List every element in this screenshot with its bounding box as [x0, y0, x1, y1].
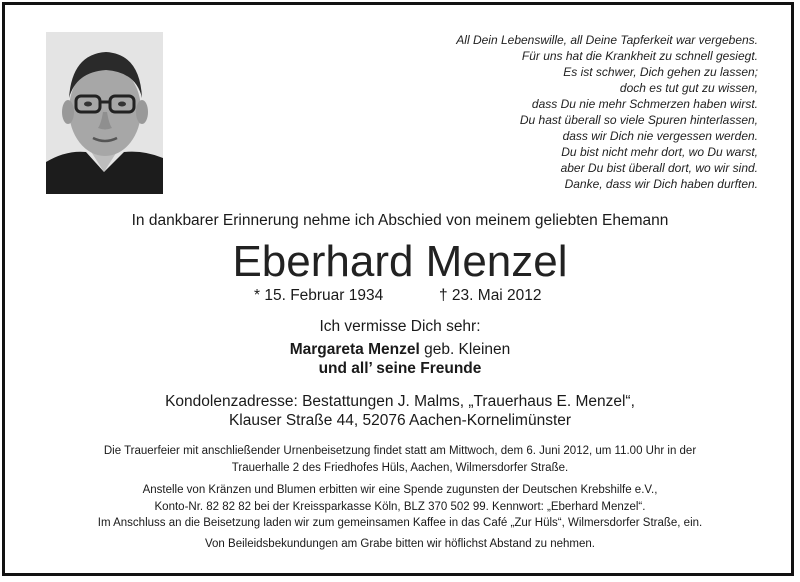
poem-line: dass Du nie mehr Schmerzen haben wirst. [531, 97, 758, 111]
poem-line: All Dein Lebenswille, all Deine Tapferkeit war vergebens. [456, 33, 758, 47]
deceased-name: Eberhard Menzel [232, 237, 568, 286]
friends-line: und all’ seine Freunde [318, 360, 482, 377]
poem-line: dass wir Dich nie vergessen werden. [562, 129, 758, 143]
widow-suffix: geb. Kleinen [419, 341, 511, 358]
donation-line-2: Konto-Nr. 82 82 82 bei der Kreissparkasse Köln, BLZ 370 502 99. Kennwort: „Eberhard Menzel“. [154, 501, 646, 513]
address-line-1: Kondolenzadresse: Bestattungen J. Malms, „Trauerhaus E. Menzel“, [165, 393, 635, 410]
poem-line: doch es tut gut zu wissen, [619, 81, 758, 95]
widow-line [0, 341, 800, 359]
funeral-info [0, 443, 800, 477]
widow-name: Margareta Menzel [289, 341, 420, 358]
poem-line: Es ist schwer, Dich gehen zu lassen; [563, 65, 758, 79]
condolence-address [0, 392, 800, 430]
poem-line: aber Du bist überall dort, wo wir sind. [560, 161, 758, 175]
miss-line: Ich vermisse Dich sehr: [319, 318, 481, 335]
birth-date: * 15. Februar 1934 [254, 287, 384, 304]
poem [380, 32, 758, 192]
coffee-invitation: Im Anschluss an die Beisetzung laden wir zum gemeinsamen Kaffee in das Café „Zur Hüls“, Wilmersdorfer Straße, ein. [97, 517, 703, 529]
condolence-request: Von Beileidsbekundungen am Grabe bitten wir höflichst Abstand zu nehmen. [205, 538, 595, 550]
portrait-illustration [46, 32, 163, 194]
portrait-photo [46, 32, 163, 194]
intro-text: In dankbarer Erinnerung nehme ich Abschied von meinem geliebten Ehemann [131, 212, 669, 229]
funeral-line-1: Die Trauerfeier mit anschließender Urnenbeisetzung findet statt am Mittwoch, dem 6. Juni 2012, um 11.00 Uhr in der [103, 445, 697, 457]
poem-line: Danke, dass wir Dich haben durften. [564, 177, 758, 191]
poem-line: Für uns hat die Krankheit zu schnell gesiegt. [521, 49, 758, 63]
funeral-line-2: Trauerhalle 2 des Friedhofes Hüls, Aachen, Wilmersdorfer Straße. [231, 462, 569, 474]
poem-line: Du hast überall so viele Spuren hinterlassen, [519, 113, 758, 127]
donation-line-1: Anstelle von Kränzen und Blumen erbitten wir eine Spende zugunsten der Deutschen Krebshilfe e.V., [142, 484, 658, 496]
death-date: † 23. Mai 2012 [439, 287, 542, 304]
poem-line: Du bist nicht mehr dort, wo Du warst, [561, 145, 758, 159]
address-line-2: Klauser Straße 44, 52076 Aachen-Kornelimünster [228, 412, 572, 429]
donation-info [0, 482, 800, 516]
